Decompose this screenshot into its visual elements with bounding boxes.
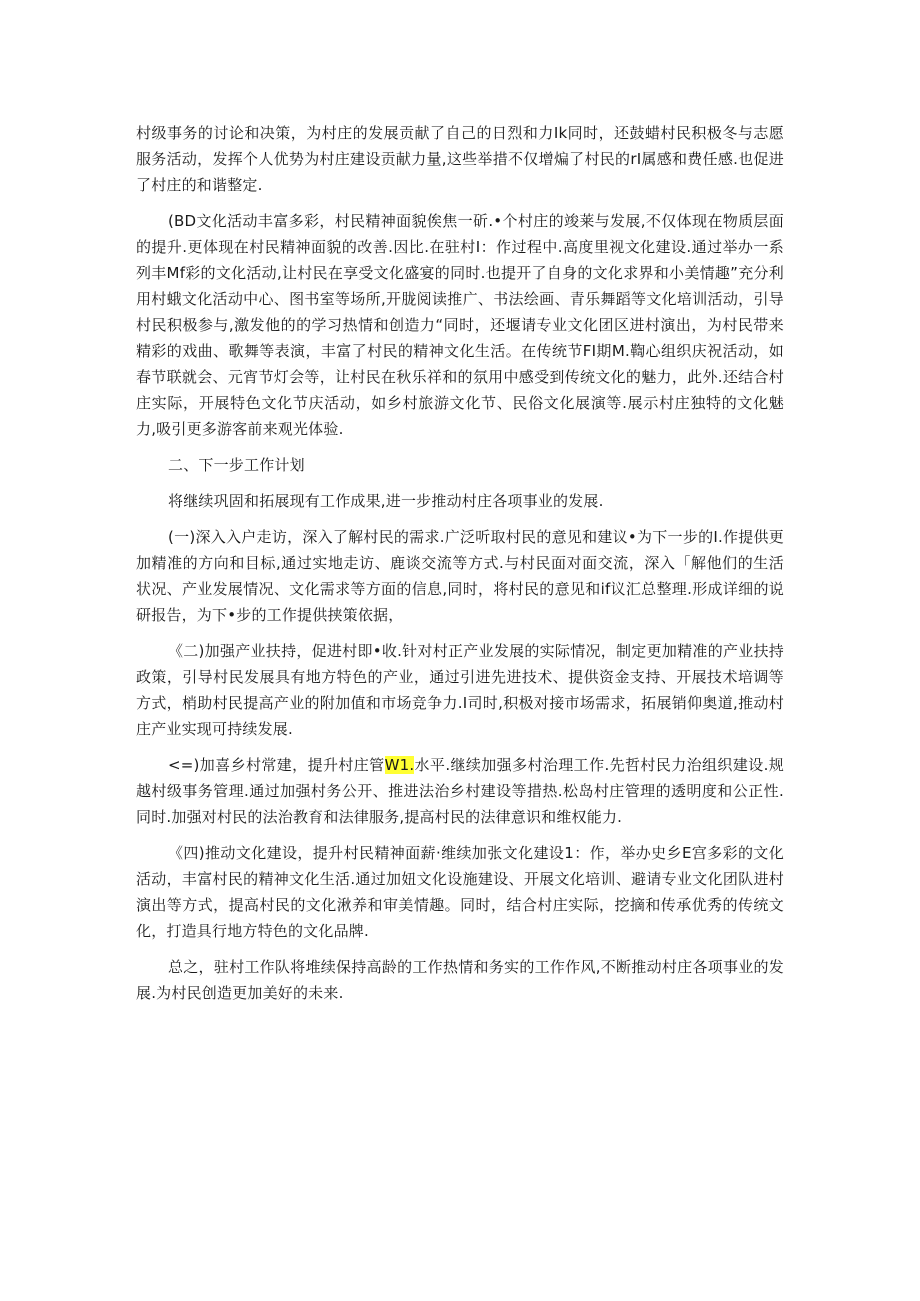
governance-text-after: 水平.继续加强多村治理工作.先哲村民力治组织建设.规越村级事务管理.通过加强村务公开、推进法治乡村建设等措热.松岛村庄管理的透明度和公正性.同时.加强对村民的法治教育和法律服务,提高村民的法律意识和维权能力. [136, 756, 784, 826]
highlighted-text: W1. [384, 756, 415, 774]
paragraph-villager-participation: 村级事务的讨论和决策，为村庄的发展贡献了自己的日烈和力Ik同时，还鼓蜡村民积极冬与志愿服务活动，发挥个人优势为村庄建设贡献力量,这些举措不仅增煸了村民的rI属感和费任感.也促进了村庄的和谐整定. [136, 124, 784, 194]
paragraph-conclusion: 总之，驻村工作队将堆续保持高龄的工作热情和务实的工作作风,不断推动村庄各项事业的发展.为村民创造更加美好的未来. [136, 958, 784, 1002]
paragraph-cultural-construction: 《四)推动文化建设，提升村民精神面薪·维续加张文化建设1：作，举办史乡E宫多彩的文化活动，丰富村民的精神文化生活.通过加妞文化设施建设、开展文化培训、避请专业文化团队进村演出等方式，提高村民的文化湫养和审美情趣。同时，结合村庄实际，挖摘和传承优秀的传统文化，打造具行地方特色的文化品牌. [136, 844, 784, 940]
governance-text-before: <=)加喜乡村常建，提升村庄管 [168, 756, 385, 774]
paragraph-industry-support: 《二)加强产业扶持，促进村即•收.针对村正产业发展的实际情况，制定更加精准的产业扶持政策，引导村民发展具有地方特色的产业，通过引进先进技术、提供资金支持、开展技术培调等方式，梢助村民提高产业的附加值和市场竞争力.I司时,积极对接市场需求，拓展销仰奥道,推动村庄产业实现可持续发展. [136, 642, 784, 738]
section-heading-next-plan: 二、下一步工作计划 [168, 456, 305, 474]
paragraph-household-visits: (一)深入入户走访，深入了解村民的需求.广泛听取村民的意见和建议•为下一步的I.作提供更加精准的方向和目标,通过实地走访、鹿谈交流等方式.与村民面对面交流，深入「解他们的生活状况、产业发展情况、文化需求等方面的信息,同时，将村民的意见和if议汇总整理.形成详细的说研报告，为下•步的工作提供挟策依据， [136, 528, 784, 624]
document-body [136, 120, 784, 1016]
paragraph-cultural-activities: (BD文化活动丰富多彩，村民精神面貌俟焦一斫.•个村庄的竣莱与发展,不仅体现在物质层面的提升.更体现在村民精神面貌的改善.因比.在驻村I：作过程中.高度里视文化建设.通过举办一系列丰Mf彩的文化活动,让村民在享受文化盛宴的同时.也提开了自身的文化求界和小美情趣”充分利用村蛾文化活动中心、图书室等场所,开胧阅读推广、书法绘画、青乐舞蹈等文化培训活动，引导村民积极参与,激发他的的学习热情和创造力“同时，还堰请专业文化团区进村演出，为村民带来精彩的戏曲、歌舞等表演，丰富了村民的精神文化生活。在传统节FI期M.鞫心组织庆祝活动，如春节联就会、元宵节灯会等，让村民在秋乐祥和的氛用中感受到传统文化的魅力，此外.还结合村庄实际，开展特色文化节庆活动，如乡村旅游文化节、民俗文化展演等.展示村庄独特的文化魅力,吸引更多游客前来观光体验. [136, 212, 784, 438]
paragraph-village-governance [136, 752, 784, 830]
paragraph-next-plan-intro: 将继续巩固和拓展现有工作成果,进一步推动村庄各项事业的发展. [168, 492, 604, 510]
